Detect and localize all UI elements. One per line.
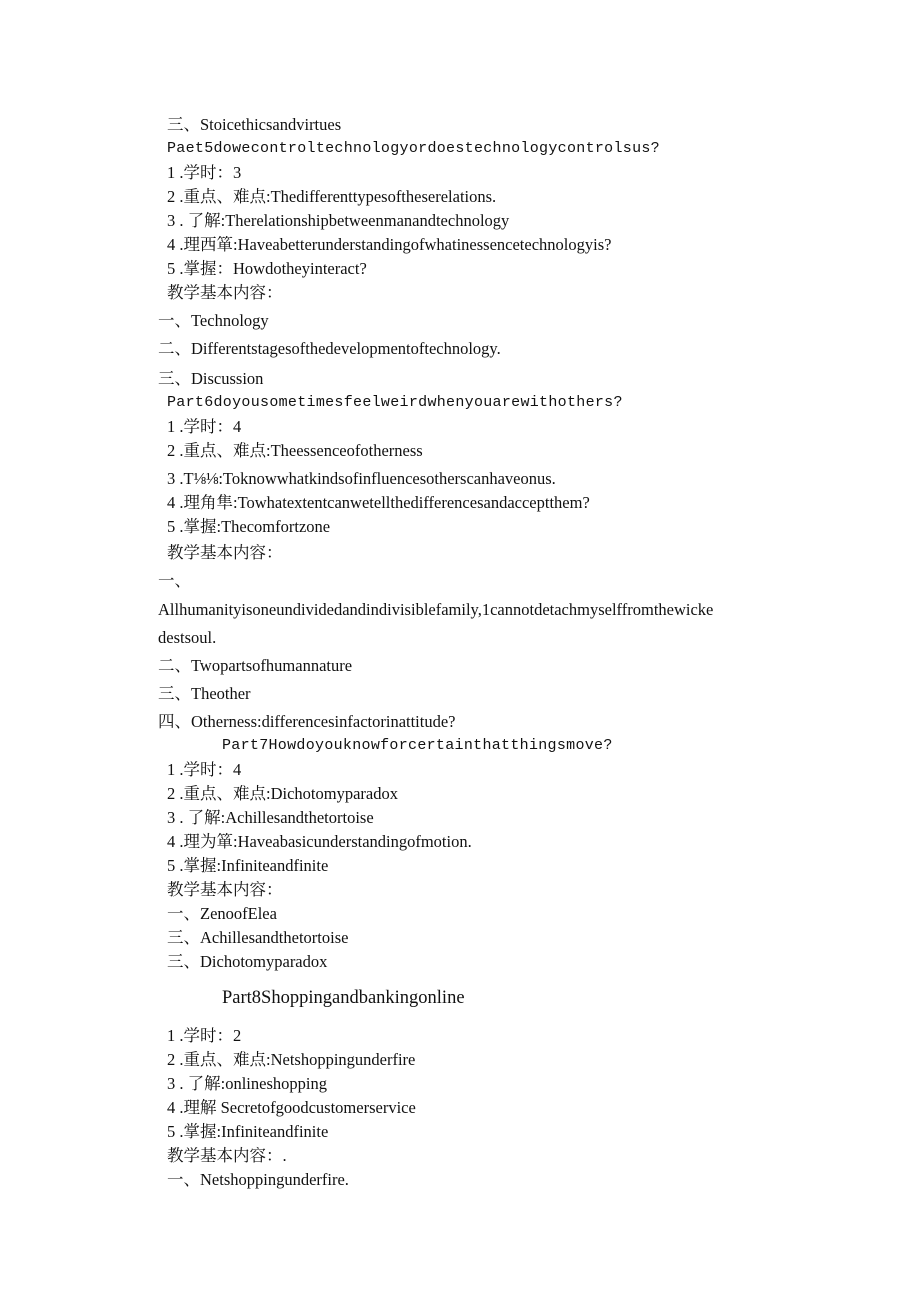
list-item: 4 .理解 Secretofgoodcustomerservice bbox=[167, 1098, 416, 1117]
list-item: 4 .理西箪:Haveabetterunderstandingofwhatinessencetechnologyis? bbox=[167, 235, 612, 254]
part-title: Part6doyousometimesfeelweirdwhenyouarewithothers? bbox=[167, 394, 623, 411]
part-title: Part8Shoppingandbankingonline bbox=[222, 988, 465, 1008]
list-item: 3 .T⅛⅛:Toknowwhatkindsofinfluencesotherscanhaveonus. bbox=[167, 469, 556, 488]
section-heading: 三、Theother bbox=[158, 684, 251, 703]
list-item: 5 .掌握:Infiniteandfinite bbox=[167, 1122, 329, 1141]
list-item: 1 .学时：4 bbox=[167, 417, 242, 436]
section-heading: 一、ZenoofElea bbox=[167, 904, 277, 923]
section-heading: 三、Achillesandthetortoise bbox=[167, 928, 349, 947]
section-heading: 四、Otherness:differencesinfactorinattitude? bbox=[158, 712, 456, 731]
list-item: 3 . 了解:onlineshopping bbox=[167, 1074, 327, 1093]
content-heading: 教学基本内容：. bbox=[167, 1146, 287, 1165]
content-heading: 教学基本内容： bbox=[167, 283, 283, 302]
list-item: 2 .重点、难点:Thedifferenttypesoftheserelations. bbox=[167, 187, 497, 206]
content-heading: 教学基本内容： bbox=[167, 880, 283, 899]
section-heading: 二、Differentstagesofthedevelopmentoftechnology. bbox=[158, 339, 501, 358]
list-item: 2 .重点、难点:Dichotomyparadox bbox=[167, 784, 398, 803]
list-item: 4 .理为箪:Haveabasicunderstandingofmotion. bbox=[167, 832, 472, 851]
section-heading: 一、Technology bbox=[158, 311, 269, 330]
list-item: 5 .掌握:Thecomfortzone bbox=[167, 517, 331, 536]
list-item: 4 .理角隼:Towhatextentcanwetellthedifferencesandacceptthem? bbox=[167, 493, 590, 512]
paragraph-line: destsoul. bbox=[158, 628, 217, 647]
list-item: 3 . 了解:Therelationshipbetweenmanandtechnology bbox=[167, 211, 510, 230]
section-heading: 一、 bbox=[158, 571, 191, 590]
paragraph-line: Allhumanityisoneundividedandindivisiblefamily,1cannotdetachmyselffromthewicke bbox=[158, 600, 714, 619]
part-title: Part7Howdoyouknowforcertainthatthingsmove? bbox=[222, 737, 613, 754]
list-item: 3 . 了解:Achillesandthetortoise bbox=[167, 808, 374, 827]
section-heading: 三、Stoicethicsandvirtues bbox=[167, 115, 342, 134]
part-title: Paet5dowecontroltechnologyordoestechnologycontrolsus? bbox=[167, 140, 660, 157]
section-heading: 二、Twopartsofhumannature bbox=[158, 656, 353, 675]
list-item: 5 .掌握:Infiniteandfinite bbox=[167, 856, 329, 875]
section-heading: 一、Netshoppingunderfire. bbox=[167, 1170, 349, 1189]
content-heading: 教学基本内容： bbox=[167, 543, 283, 562]
list-item: 2 .重点、难点:Theessenceofotherness bbox=[167, 441, 423, 460]
section-heading: 三、Discussion bbox=[158, 369, 264, 388]
list-item: 1 .学时：2 bbox=[167, 1026, 242, 1045]
list-item: 2 .重点、难点:Netshoppingunderfire bbox=[167, 1050, 416, 1069]
section-heading: 三、Dichotomyparadox bbox=[167, 952, 328, 971]
list-item: 1 .学时：3 bbox=[167, 163, 242, 182]
list-item: 1 .学时：4 bbox=[167, 760, 242, 779]
list-item: 5 .掌握：Howdotheyinteract? bbox=[167, 259, 367, 278]
